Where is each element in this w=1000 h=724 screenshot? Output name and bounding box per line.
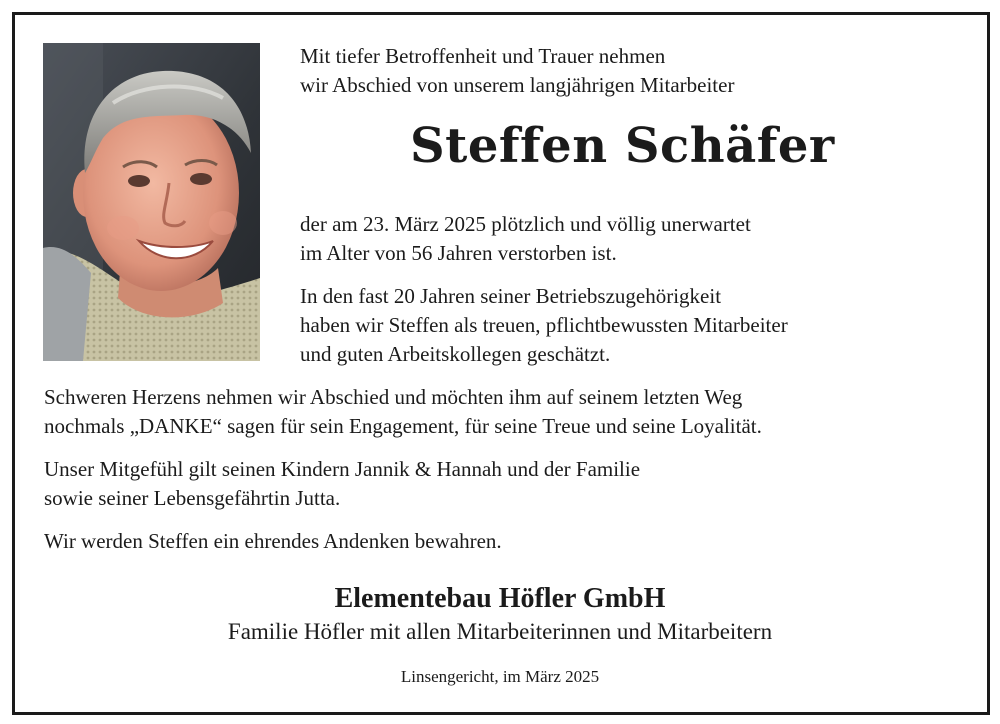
- farewell-line-1: Schweren Herzens nehmen wir Abschied und möchten ihm auf seinem letzten Weg: [44, 385, 743, 409]
- intro-line-2: wir Abschied von unserem langjährigen Mitarbeiter: [300, 73, 735, 97]
- deceased-name: Steffen Schäfer: [410, 118, 835, 174]
- tribute-line-2: haben wir Steffen als treuen, pflichtbewussten Mitarbeiter: [300, 313, 788, 337]
- tribute-line-1: In den fast 20 Jahren seiner Betriebszugehörigkeit: [300, 284, 722, 308]
- portrait-photo: [43, 43, 260, 361]
- place-date: Linsengericht, im März 2025: [400, 667, 600, 686]
- remembrance-line: Wir werden Steffen ein ehrendes Andenken bewahren.: [44, 529, 502, 553]
- farewell-line-2: nochmals „DANKE“ sagen für sein Engagement, für seine Treue und seine Loyalität.: [44, 414, 762, 438]
- intro-line-1: Mit tiefer Betroffenheit und Trauer nehmen: [300, 44, 666, 68]
- tribute-line-3: und guten Arbeitskollegen geschätzt.: [300, 342, 611, 366]
- death-notice-line-1: der am 23. März 2025 plötzlich und völlig unerwartet: [300, 212, 751, 236]
- family-signature: Familie Höfler mit allen Mitarbeiterinnen und Mitarbeitern: [227, 619, 773, 644]
- sympathy-line-1: Unser Mitgefühl gilt seinen Kindern Jannik & Hannah und der Familie: [44, 457, 641, 481]
- death-notice-line-2: im Alter von 56 Jahren verstorben ist.: [300, 241, 617, 265]
- company-name: Elementebau Höfler GmbH: [334, 583, 666, 614]
- sympathy-line-2: sowie seiner Lebensgefährtin Jutta.: [44, 486, 341, 510]
